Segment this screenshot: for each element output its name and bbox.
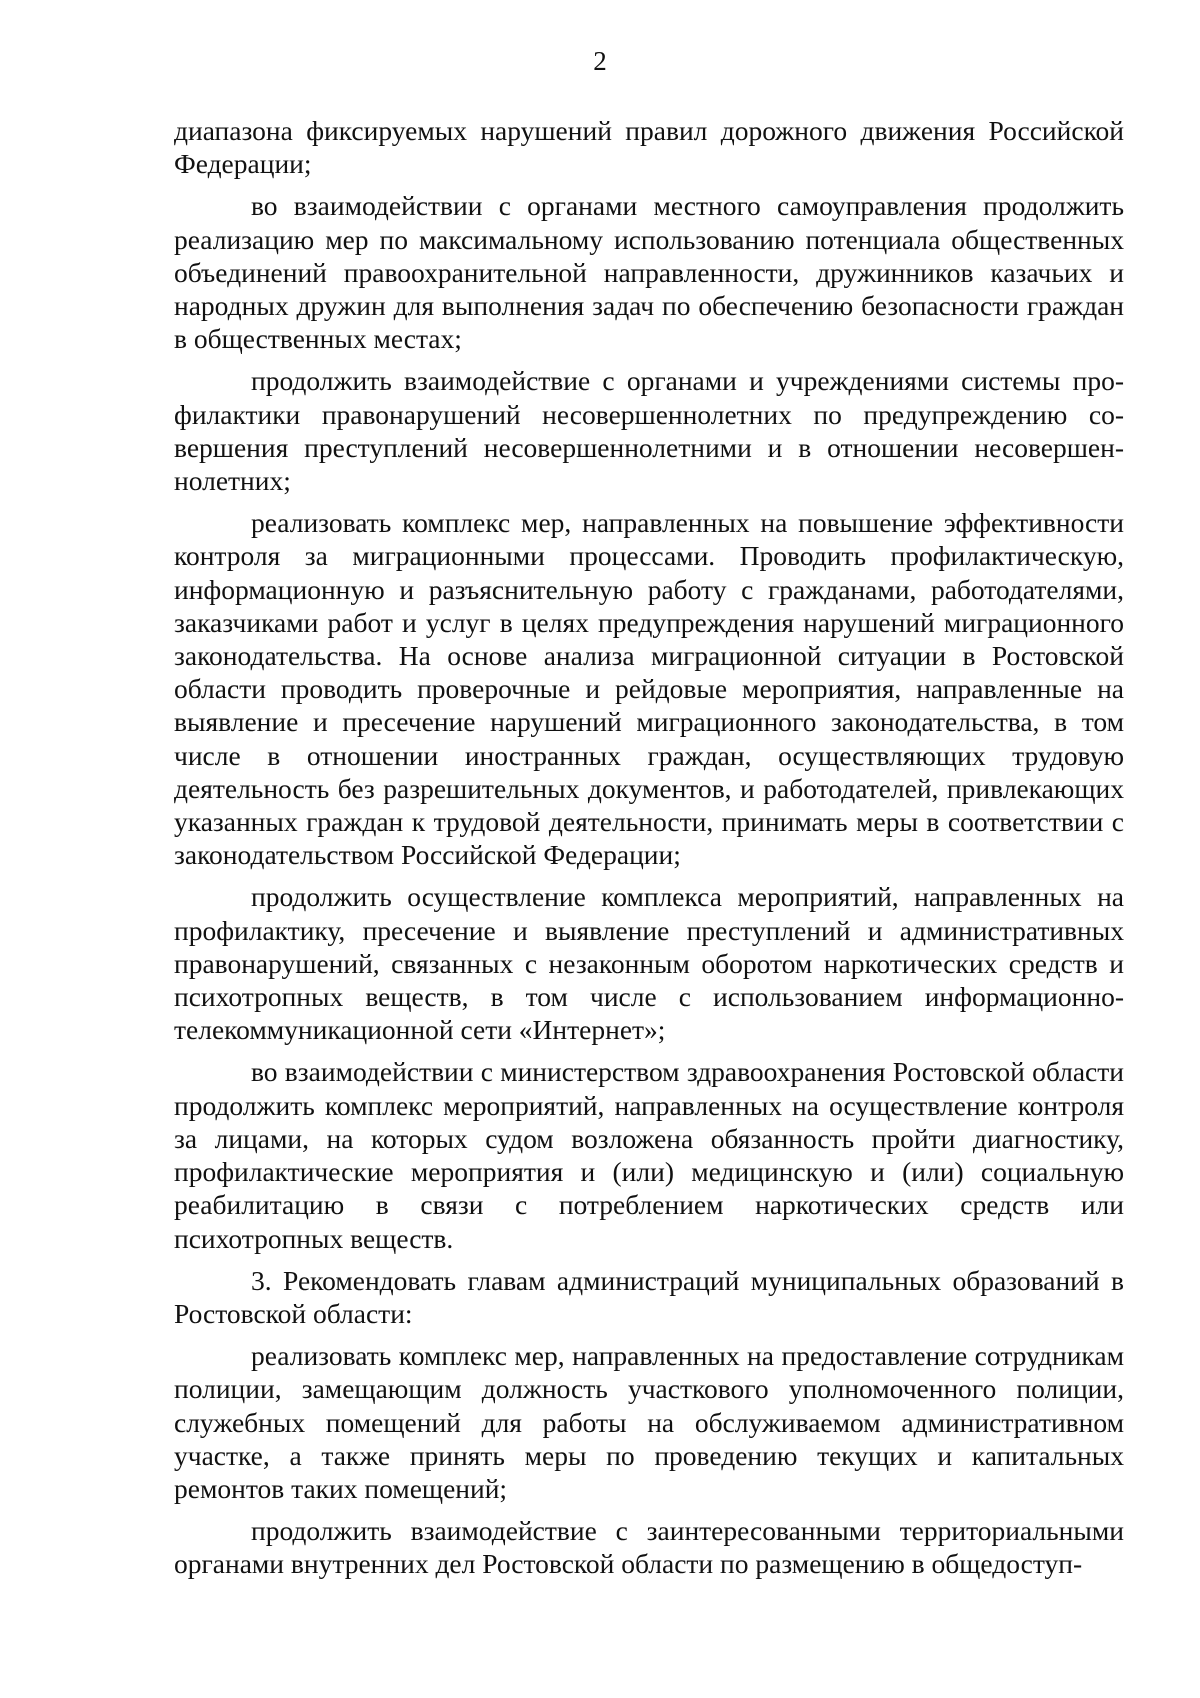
document-body bbox=[174, 114, 1124, 1590]
paragraph-internal-affairs-cooperation: продолжить взаимодействие с заинтересованными территориальными органами внутренних дел Ростовской области по размещению в общедоступ- bbox=[174, 1515, 1124, 1580]
paragraph-local-government-cooperation: во взаимодействии с органами местного самоуправления продолжить реализацию мер по максимальному использованию потенциала общественных объединений правоохранительной направленности, дружинников казачьих и народных дружин для выполнения задач по обеспечению безопасности граждан в общественных местах; bbox=[174, 190, 1124, 355]
paragraph-health-ministry-cooperation: во взаимодействии с министерством здравоохранения Ростовской области продолжить комплекс мероприятий, направленных на осуществление контроля за лицами, на которых судом возложена обязанность пройти диагностику, профилактические мероприятия и (или) медицинскую и (или) социальную реабилитацию в связи с потреблением наркотических средств или психотропных веществ. bbox=[174, 1056, 1124, 1254]
paragraph-police-premises: реализовать комплекс мер, направленных на предоставление сотрудникам полиции, замещающим должность участкового уполномоченного полиции, служебных помещений для работы на обслуживаемом административном участке, а также принять меры по проведению текущих и капитальных ремонтов таких помещений; bbox=[174, 1340, 1124, 1504]
page-number: 2 bbox=[593, 46, 607, 76]
paragraph-traffic-violations-continuation: диапазона фиксируемых нарушений правил дорожного движения Российской Федерации; bbox=[174, 115, 1124, 180]
paragraph-juvenile-prevention: продолжить взаимодействие с органами и учреждениями системы профилактики правонарушений несовершеннолетних по предупреждению совершения преступлений несовершеннолетними и в отношении несовершеннолетних; bbox=[174, 365, 1124, 497]
paragraph-drug-trafficking: продолжить осуществление комплекса мероприятий, направленных на профилактику, пресечение и выявление преступлений и административных правонарушений, связанных с незаконным оборотом наркотических средств и психотропных веществ, в том числе с использованием информационно-телекоммуникационной сети «Интернет»; bbox=[174, 881, 1124, 1046]
paragraph-item-3-recommendation: 3. Рекомендовать главам администраций муниципальных образований в Ростовской области: bbox=[174, 1264, 1124, 1329]
paragraph-migration-control: реализовать комплекс мер, направленных на повышение эффективности контроля за миграционными процессами. Проводить профилактическую, информационную и разъяснительную работу с гражданами, работодателями, заказчиками работ и услуг в целях предупреждения нарушений миграционного законодательства. На основе анализа миграционной ситуации в Ростовской области проводить проверочные и рейдовые мероприятия, направленные на выявление и пресечение нарушений миграционного законодательства, в том числе в отношении иностранных граждан, осуществляющих трудовую деятельность без разрешительных документов, и работодателей, привлекающих указанных граждан к трудовой деятельности, принимать меры в соответствии с законодательством Российской Федерации; bbox=[174, 507, 1124, 871]
